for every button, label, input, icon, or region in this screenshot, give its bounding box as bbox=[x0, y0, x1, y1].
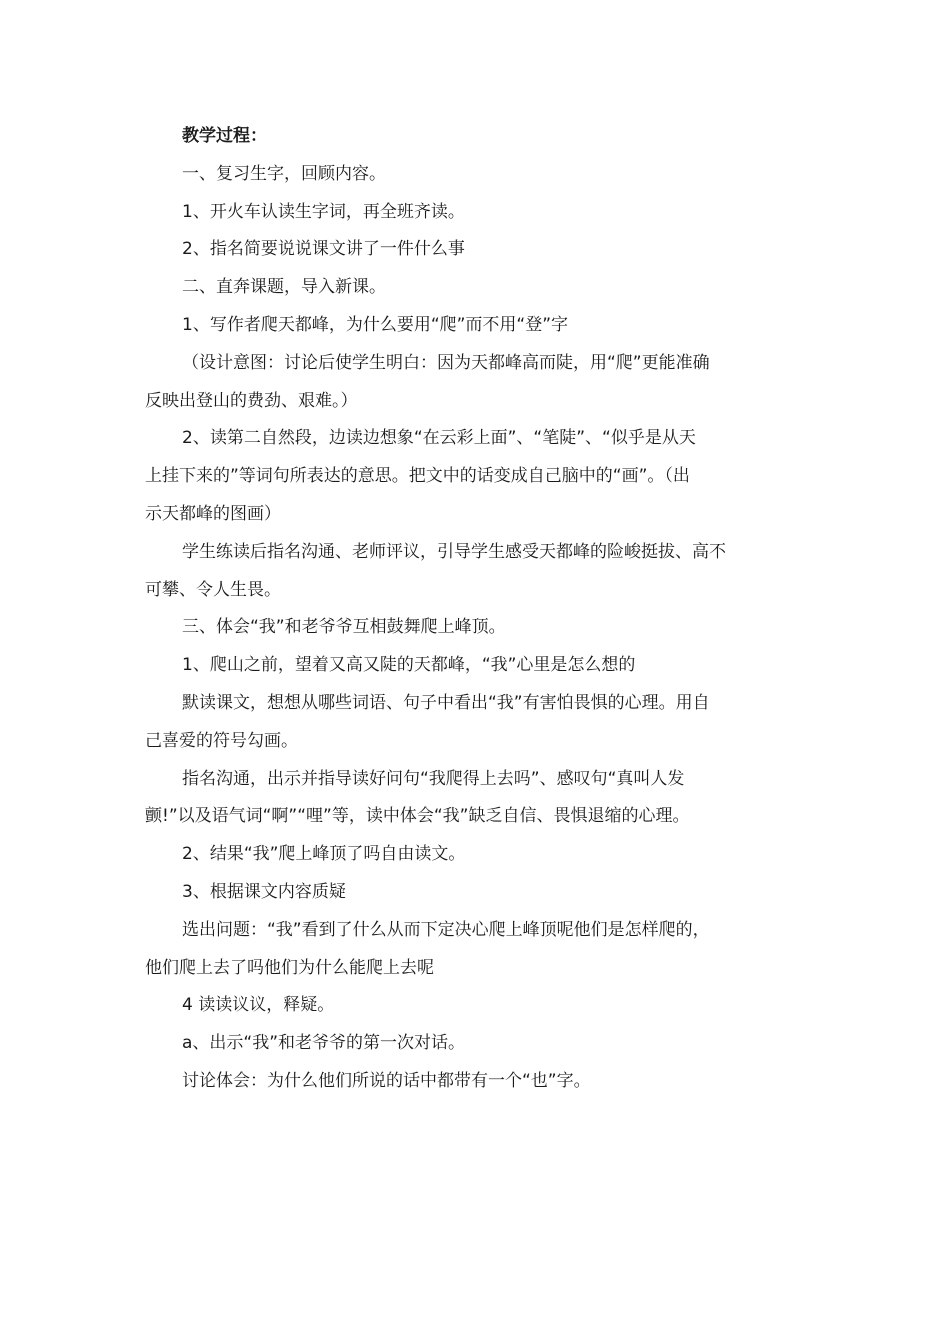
paragraph-line: 可攀、令人生畏。 bbox=[145, 579, 281, 600]
section-heading-teaching-process: 教学过程： bbox=[182, 126, 267, 146]
paragraph-line: 二、直奔课题，导入新课。 bbox=[182, 277, 386, 298]
paragraph-line: 默读课文，想想从哪些词语、句子中看出“我”有害怕畏惧的心理。用自 bbox=[182, 692, 710, 713]
paragraph-line: 2、读第二自然段，边读边想象“在云彩上面”、“笔陡”、“似乎是从天 bbox=[182, 428, 696, 449]
paragraph-line: 学生练读后指名沟通、老师评议，引导学生感受天都峰的险峻挺拔、高不 bbox=[182, 541, 726, 562]
paragraph-line: 上挂下来的”等词句所表达的意思。把文中的话变成自己脑中的“画”。（出 bbox=[145, 466, 690, 487]
paragraph-line: 他们爬上去了吗他们为什么能爬上去呢 bbox=[145, 957, 434, 978]
paragraph-line: 示天都峰的图画） bbox=[145, 503, 281, 524]
paragraph-line: 2、指名简要说说课文讲了一件什么事 bbox=[182, 239, 465, 260]
paragraph-line: 4 读读议议，释疑。 bbox=[182, 995, 335, 1016]
document-body bbox=[145, 118, 825, 1101]
paragraph-line: 讨论体会：为什么他们所说的话中都带有一个“也”字。 bbox=[182, 1070, 591, 1091]
paragraph-line: 指名沟通，出示并指导读好问句“我爬得上去吗”、感叹句“真叫人发 bbox=[182, 768, 685, 789]
paragraph-line: 1、写作者爬天都峰，为什么要用“爬”而不用“登”字 bbox=[182, 314, 569, 335]
paragraph-line: 三、体会“我”和老爷爷互相鼓舞爬上峰顶。 bbox=[182, 617, 506, 638]
paragraph-line: 2、结果“我”爬上峰顶了吗自由读文。 bbox=[182, 844, 466, 865]
paragraph-line: a、出示“我”和老爷爷的第一次对话。 bbox=[182, 1033, 466, 1054]
paragraph-line: 己喜爱的符号勾画。 bbox=[145, 730, 298, 751]
paragraph-line: （设计意图：讨论后使学生明白：因为天都峰高而陡，用“爬”更能准确 bbox=[182, 352, 710, 373]
paragraph-line: 3、根据课文内容质疑 bbox=[182, 881, 346, 902]
paragraph-line: 1、开火车认读生字词，再全班齐读。 bbox=[182, 201, 465, 222]
paragraph-line: 一、复习生字，回顾内容。 bbox=[182, 163, 386, 184]
paragraph-line: 反映出登山的费劲、艰难。） bbox=[145, 390, 358, 411]
paragraph-line: 1、爬山之前，望着又高又陡的天都峰，“我”心里是怎么想的 bbox=[182, 655, 636, 676]
paragraph-line: 颤!”以及语气词“啊”“哩”等，读中体会“我”缺乏自信、畏惧退缩的心理。 bbox=[145, 806, 690, 827]
paragraph-line: 选出问题：“我”看到了什么从而下定决心爬上峰顶呢他们是怎样爬的， bbox=[182, 919, 710, 940]
